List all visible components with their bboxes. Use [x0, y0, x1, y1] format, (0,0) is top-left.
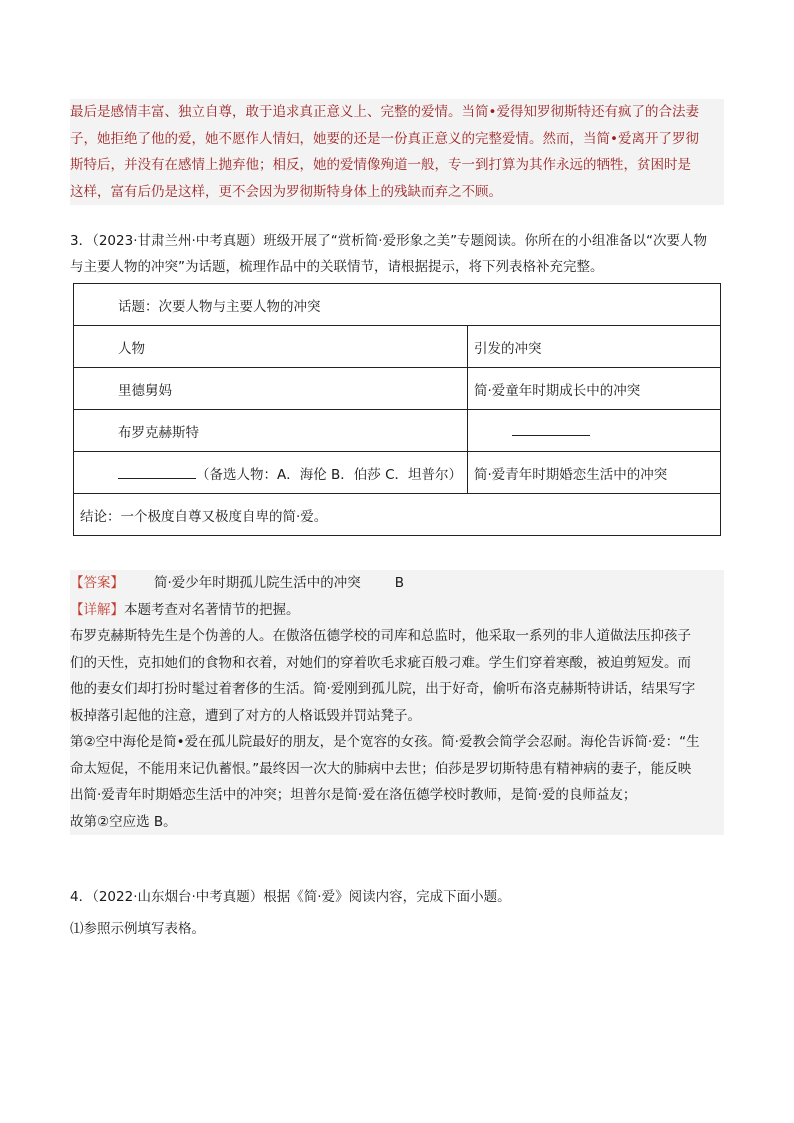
detail-first: 本题考查对名著情节的把握。 — [124, 601, 300, 618]
table-topic: 话题：次要人物与主要人物的冲突 — [74, 284, 721, 326]
table-cell-person-blank — [74, 452, 468, 494]
table-cell-conflict: 简·爱青年时期婚恋生活中的冲突 — [468, 452, 721, 494]
table-cell-person: （备选人物：A．海伦 B．伯莎 C．坦普尔） — [196, 466, 463, 483]
table-conclusion: 结论：一个极度自尊又极度自卑的简·爱。 — [74, 494, 721, 536]
answer-line: 最后是感情丰富、独立自尊，敢于追求真正意义上、完整的爱情。当简•爱得知罗彻斯特还有疯了的合法妻 — [70, 104, 699, 120]
question-4-line-2: ⑴参照示例填写表格。 — [70, 921, 205, 937]
detail-line: 出简·爱青年时期婚恋生活中的冲突；坦普尔是简·爱在洛伍德学校时教师，是简·爱的良师益友； — [70, 787, 637, 803]
table-header-person: 人物 — [74, 326, 468, 368]
answer-line: 子，她拒绝了他的爱，她不愿作人情妇，她要的还是一份真正意义的完整爱情。然而，当简•爱离开了罗彻 — [70, 130, 699, 147]
table-cell-person: 布罗克赫斯特 — [74, 410, 468, 452]
detail-line: 第②空中海伦是简•爱在孤儿院最好的朋友，是个宽容的女孩。简·爱教会简学会忍耐。海伦告诉简·爱：“生 — [70, 734, 700, 750]
detail-line: 命太短促，不能用来记仇蓄恨。”最终因一次大的肺病中去世；伯莎是罗切斯特患有精神病的妻子，能反映 — [70, 760, 692, 777]
detail-line: 他的妻女们却打扮时髦过着奢侈的生活。简·爱刚到孤儿院，出于好奇，偷听布洛克赫斯特讲话，结果写字 — [70, 681, 696, 697]
answer-text: 简·爱少年时期孤儿院生活中的冲突 — [154, 575, 361, 591]
question-3-line-1: 3．（2023·甘肃兰州·中考真题）班级开展了“赏析简·爱形象之美”专题阅读。你所在的小组准备以“次要人物 — [70, 233, 708, 249]
answer-choice: B — [394, 575, 405, 591]
table-cell-conflict: 简·爱童年时期成长中的冲突 — [468, 368, 721, 410]
table-cell-blank[interactable] — [468, 410, 721, 452]
question-3-table — [73, 283, 721, 536]
question-4-stem — [70, 884, 730, 942]
answer-line: 斯特后，并没有在感情上抛弃他；相反，她的爱情像殉道一般，专一到打算为其作永远的牺牲，贫困时是 — [70, 157, 691, 173]
detail-line: 板掉落引起他的注意，遭到了对方的人格诋毁并罚站凳子。 — [70, 707, 421, 724]
table-header-conflict: 引发的冲突 — [468, 326, 721, 368]
question-3-line-2: 与主要人物的冲突”为话题，梳理作品中的关联情节，请根据提示，将下列表格补充完整。 — [70, 259, 604, 275]
fill-blank-1[interactable] — [512, 421, 590, 436]
question-4-line-1: 4．（2022·山东烟台·中考真题）根据《简·爱》阅读内容，完成下面小题。 — [70, 889, 511, 905]
detail-line: 们的天性，克扣她们的食物和衣着，对她们的穿着吹毛求疵百般刁难。学生们穿着寒酸，被迫剪短发。而 — [70, 654, 691, 671]
table-row — [74, 452, 721, 494]
detail-label: 【详解】 — [70, 601, 124, 618]
detail-line: 布罗克赫斯特先生是个伪善的人。在傲洛伍德学校的司库和总监时，他采取一系列的非人道做法压抑孩子 — [70, 628, 691, 644]
answer-3-block — [70, 570, 724, 835]
question-3-stem — [70, 228, 730, 280]
top-answer-block — [70, 99, 724, 205]
table-cell-person: 里德舅妈 — [74, 368, 468, 410]
table-row — [74, 410, 721, 452]
fill-blank-2[interactable] — [118, 464, 196, 479]
detail-conclusion: 故第②空应选 B。 — [70, 813, 177, 830]
answer-line: 这样，富有后仍是这样，更不会因为罗彻斯特身体上的残缺而弃之不顾。 — [70, 183, 502, 200]
table-row — [74, 368, 721, 410]
answer-label: 【答案】 — [70, 575, 124, 591]
